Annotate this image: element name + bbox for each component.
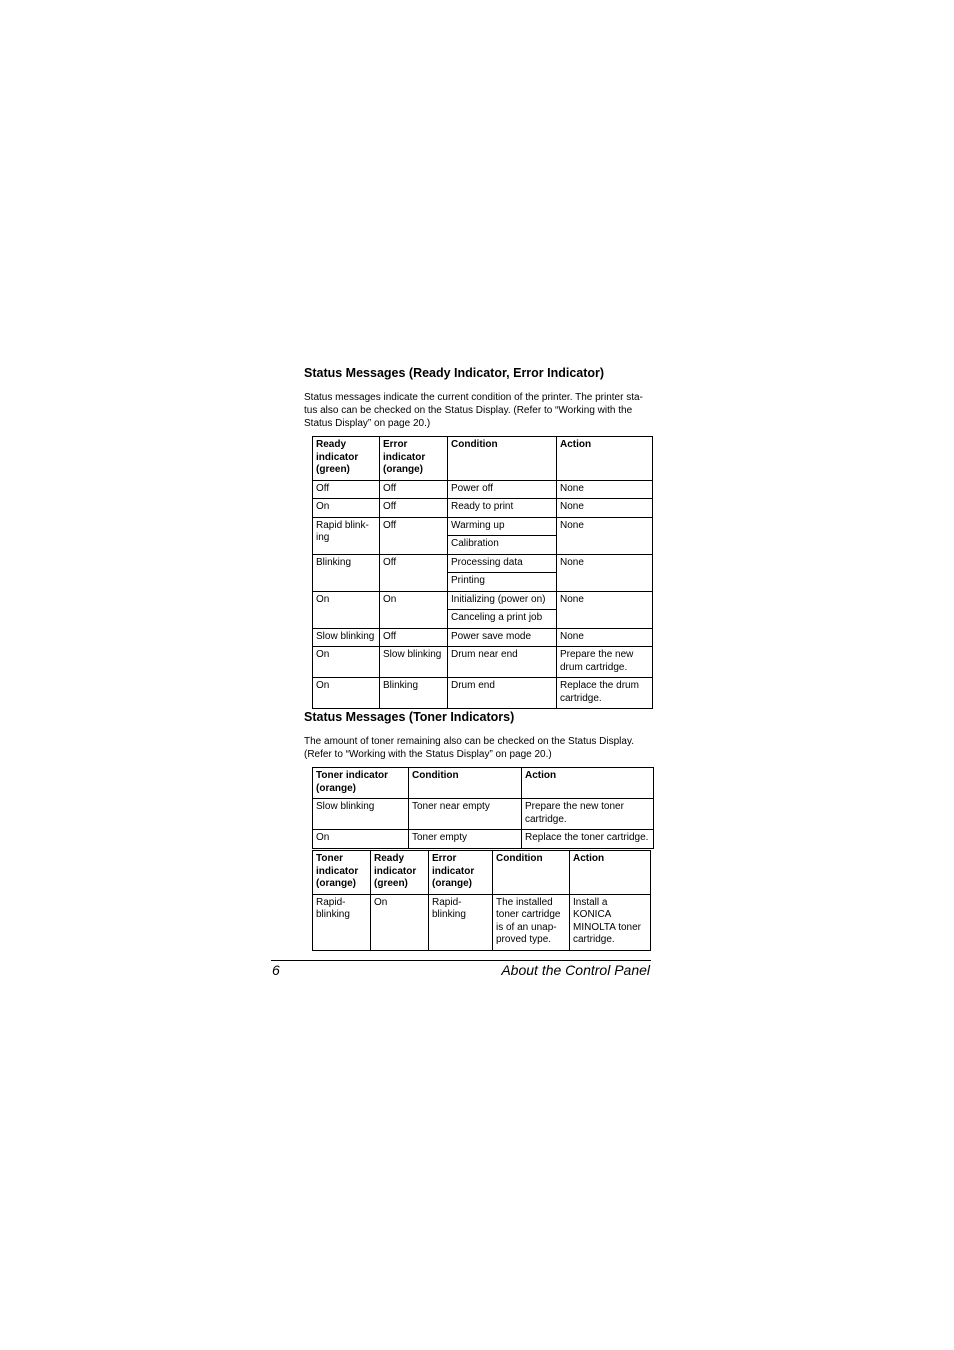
paragraph-line: Status messages indicate the current condition of the printer. The printer sta- [304, 392, 643, 403]
column-header [557, 437, 653, 481]
column-header [313, 768, 409, 799]
ready-indicator-cell-text: Off [316, 482, 330, 494]
action-cell [557, 499, 653, 518]
paragraph-line: (Refer to “Working with the Status Display” on page 20.) [304, 749, 552, 760]
error-indicator-cell-text: Off [383, 630, 397, 642]
ready-indicator-cell-text: Slow blinking [316, 630, 375, 642]
error-indicator-cell-text: Off [383, 556, 397, 568]
column-header-text: (green) [316, 464, 350, 475]
table-cell-text: On [374, 896, 388, 908]
table-cell-text: blinking [316, 909, 350, 920]
table-cell [493, 894, 570, 950]
table-cell-text: proved type. [496, 934, 552, 945]
column-header [429, 851, 493, 895]
column-header [313, 851, 371, 895]
condition-cell [448, 499, 557, 518]
column-header [448, 437, 557, 481]
action-cell [557, 480, 653, 499]
table-cell-text: Prepare the new toner [525, 801, 624, 812]
column-header-text: indicator [316, 865, 359, 877]
condition-cell-text: Drum near end [451, 649, 518, 660]
table-row [313, 678, 653, 709]
column-header-text: Condition [496, 853, 543, 864]
column-header [409, 768, 522, 799]
error-indicator-cell-text: Off [383, 482, 397, 494]
action-cell [557, 678, 653, 709]
table-header-row [313, 851, 651, 895]
action-cell-text: None [560, 593, 584, 605]
ready-indicator-cell-text: Rapid blink- [316, 519, 369, 531]
column-header [522, 768, 654, 799]
table-cell [409, 830, 522, 849]
column-header-text: Toner indicator [316, 770, 389, 781]
condition-cell [448, 678, 557, 709]
error-indicator-cell [380, 647, 448, 678]
column-header-text: Condition [451, 439, 498, 450]
table-row [313, 554, 653, 573]
table-row [313, 628, 653, 647]
table-cell-text: blinking [432, 909, 466, 920]
ready-indicator-cell [313, 678, 380, 709]
ready-indicator-cell-text: ing [316, 532, 330, 543]
action-cell-text: None [560, 556, 584, 568]
action-cell [557, 647, 653, 678]
action-cell-text: None [560, 630, 584, 642]
section-2-paragraph [304, 735, 654, 761]
column-header-text: Toner [316, 853, 344, 864]
ready-indicator-cell [313, 499, 380, 518]
condition-cell [448, 536, 557, 555]
table-cell-text: Slow blinking [316, 801, 375, 812]
condition-cell-text: Processing data [451, 556, 523, 568]
error-indicator-cell [380, 480, 448, 499]
action-cell [557, 554, 653, 591]
action-cell-text: None [560, 519, 584, 531]
status-messages-table [312, 436, 653, 709]
condition-cell-text: Drum end [451, 680, 495, 691]
ready-indicator-cell [313, 628, 380, 647]
column-header [371, 851, 429, 895]
column-header-text: Action [525, 770, 557, 781]
table-cell-text: cartridge. [573, 934, 615, 945]
ready-indicator-cell [313, 554, 380, 591]
action-cell-text: Replace the drum [560, 680, 639, 691]
table-row [313, 647, 653, 678]
column-header [380, 437, 448, 481]
table-cell [409, 799, 522, 830]
table-cell-text: On [316, 832, 330, 843]
error-indicator-cell [380, 678, 448, 709]
table-cell-text: Toner near empty [412, 801, 490, 812]
column-header-text: (orange) [383, 464, 423, 475]
table-header-row [313, 768, 654, 799]
column-header [313, 437, 380, 481]
table-cell-text: The installed [496, 896, 553, 908]
column-header-text: indicator [383, 451, 426, 463]
table-row [313, 591, 653, 610]
table-cell-text: Replace the toner cartridge. [525, 832, 649, 843]
table-cell-text: cartridge. [525, 813, 567, 825]
column-header-text: indicator [374, 865, 417, 877]
table-cell-text: is of an unap- [496, 921, 557, 933]
toner-unapproved-table [312, 850, 651, 951]
column-header-text: (green) [374, 878, 408, 889]
condition-cell-text: Ready to print [451, 501, 514, 512]
error-indicator-cell [380, 591, 448, 628]
paragraph-line: Status Display” on page 20.) [304, 418, 431, 429]
table-row [313, 894, 651, 950]
error-indicator-cell-text: Off [383, 501, 397, 512]
action-cell [557, 628, 653, 647]
column-header-text: (orange) [316, 782, 356, 794]
table-cell [313, 830, 409, 849]
action-cell-text: cartridge. [560, 692, 602, 704]
ready-indicator-cell [313, 517, 380, 554]
condition-cell [448, 591, 557, 610]
column-header-text: Action [560, 439, 592, 450]
condition-cell-text: Power save mode [451, 630, 532, 642]
action-cell-text: Prepare the new [560, 649, 634, 660]
column-header-text: Error [432, 853, 457, 864]
table-cell-text: Rapid- [432, 896, 462, 908]
table-cell [313, 799, 409, 830]
error-indicator-cell [380, 628, 448, 647]
footer-chapter-title: About the Control Panel [501, 962, 650, 978]
table-cell [313, 894, 371, 950]
section-1-paragraph [304, 391, 654, 430]
error-indicator-cell-text: Blinking [383, 680, 419, 691]
table-header-row [313, 437, 653, 481]
condition-cell [448, 647, 557, 678]
action-cell-text: None [560, 501, 584, 512]
column-header-text: Ready [316, 439, 347, 450]
column-header [493, 851, 570, 895]
column-header-text: Condition [412, 770, 459, 781]
condition-cell-text: Calibration [451, 538, 499, 549]
table-cell-text: MINOLTA toner [573, 921, 641, 933]
error-indicator-cell-text: Off [383, 519, 397, 531]
paragraph-line: The amount of toner remaining also can be checked on the Status Display. [304, 736, 635, 747]
toner-indicator-table [312, 767, 654, 849]
condition-cell-text: Initializing (power on) [451, 593, 546, 605]
ready-indicator-cell-text: On [316, 593, 330, 605]
condition-cell-text: Power off [451, 482, 494, 494]
column-header-text: indicator [432, 865, 475, 877]
table-cell [522, 830, 654, 849]
condition-cell [448, 628, 557, 647]
ready-indicator-cell-text: Blinking [316, 556, 352, 568]
error-indicator-cell-text: On [383, 593, 397, 605]
action-cell-text: drum cartridge. [560, 661, 628, 673]
table-cell-text: toner cartridge [496, 909, 561, 920]
table-row [313, 830, 654, 849]
table-cell-text: Toner empty [412, 832, 468, 843]
column-header-text: indicator [316, 451, 359, 463]
table-cell [371, 894, 429, 950]
condition-cell-text: Canceling a print job [451, 612, 543, 623]
footer-page-number: 6 [272, 962, 280, 978]
condition-cell [448, 480, 557, 499]
error-indicator-cell [380, 554, 448, 591]
condition-cell [448, 610, 557, 629]
table-row [313, 499, 653, 518]
table-cell-text: Install a [573, 896, 608, 908]
table-cell-text: Rapid- [316, 896, 346, 908]
ready-indicator-cell [313, 647, 380, 678]
column-header-text: Error [383, 439, 408, 450]
table-row [313, 799, 654, 830]
column-header-text: (orange) [316, 878, 356, 889]
error-indicator-cell [380, 499, 448, 518]
section-heading-status-ready-error: Status Messages (Ready Indicator, Error Indicator) [304, 366, 605, 380]
table-row [313, 517, 653, 536]
ready-indicator-cell-text: On [316, 501, 330, 512]
table-cell [522, 799, 654, 830]
table-row [313, 480, 653, 499]
action-cell-text: None [560, 482, 584, 494]
action-cell [557, 517, 653, 554]
section-heading-status-toner: Status Messages (Toner Indicators) [304, 710, 515, 724]
ready-indicator-cell-text: On [316, 680, 330, 691]
paragraph-line: tus also can be checked on the Status Display. (Refer to “Working with the [304, 405, 633, 416]
condition-cell [448, 573, 557, 592]
column-header [570, 851, 651, 895]
condition-cell [448, 517, 557, 536]
ready-indicator-cell [313, 480, 380, 499]
table-cell-text: KONICA [573, 909, 612, 920]
ready-indicator-cell [313, 591, 380, 628]
action-cell [557, 591, 653, 628]
column-header-text: Action [573, 853, 605, 864]
condition-cell-text: Printing [451, 575, 485, 586]
error-indicator-cell-text: Slow blinking [383, 649, 442, 660]
ready-indicator-cell-text: On [316, 649, 330, 660]
condition-cell-text: Warming up [451, 519, 505, 531]
error-indicator-cell [380, 517, 448, 554]
footer-divider [271, 960, 651, 961]
table-cell [570, 894, 651, 950]
column-header-text: Ready [374, 853, 405, 864]
condition-cell [448, 554, 557, 573]
table-cell [429, 894, 493, 950]
column-header-text: (orange) [432, 878, 472, 889]
